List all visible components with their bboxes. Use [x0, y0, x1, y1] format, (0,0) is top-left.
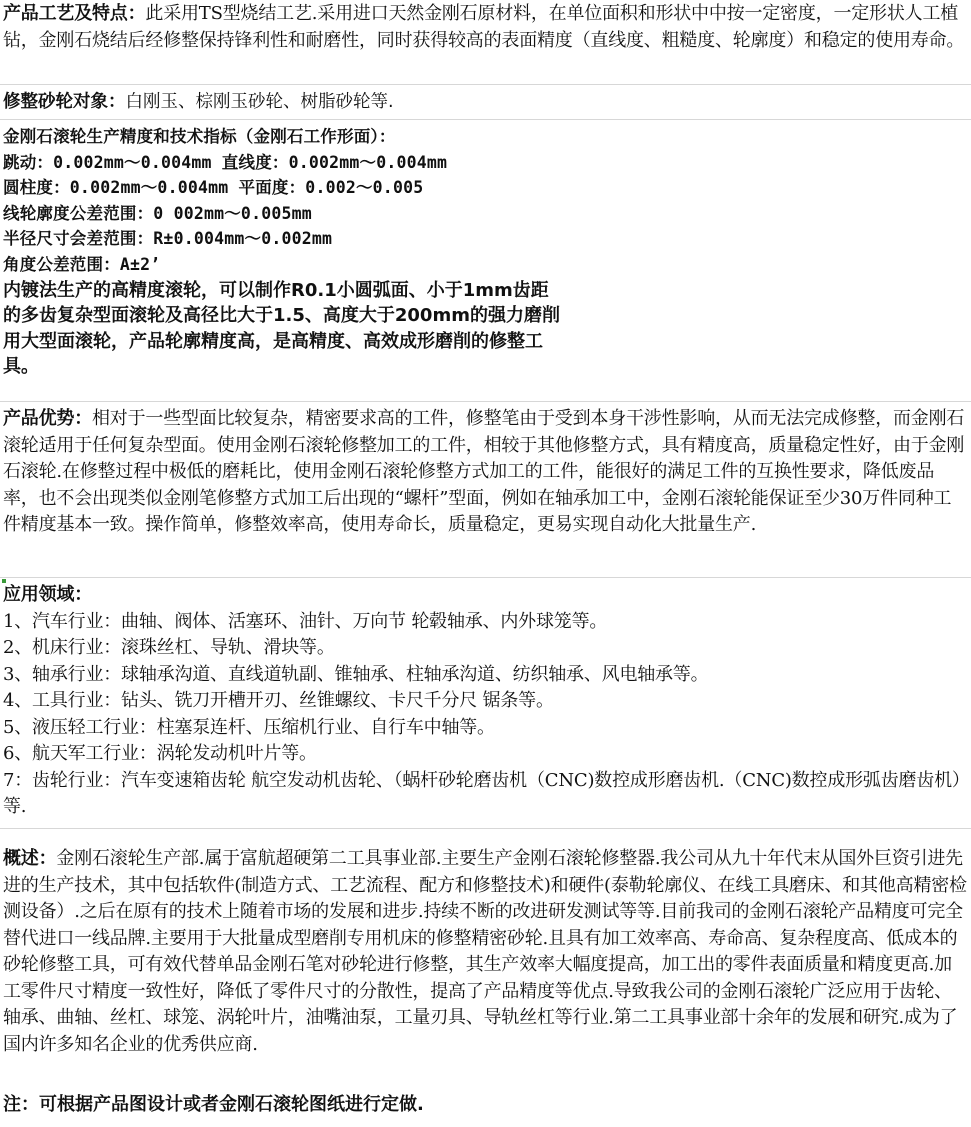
application-item: 4、工具行业：钻头、铣刀开槽开刃、丝锥螺纹、卡尺千分尺 锯条等。 [3, 690, 554, 711]
divider [0, 828, 971, 829]
divider [0, 119, 971, 120]
objects-paragraph [3, 89, 971, 115]
overview-paragraph [3, 846, 967, 1058]
overview-label: 概述： [3, 848, 57, 869]
spec-line-cylindricity: 圆柱度：0.002mm～0.004mm 平面度：0.002～0.005 [3, 178, 424, 198]
application-item: 5、液压轻工行业：柱塞泵连杆、压缩机行业、自行车中轴等。 [3, 716, 495, 738]
application-item: 1、汽车行业：曲轴、阀体、活塞环、油针、万向节 轮毂轴承、内外球笼等。 [3, 610, 608, 632]
spec-line-radius: 半径尺寸会差范围：R±0.004mm～0.002mm [3, 229, 333, 249]
divider [0, 401, 971, 402]
application-item: 3、轴承行业：球轴承沟道、直线道轨副、锥轴承、柱轴承沟道、纺织轴承、风电轴承等。 [3, 663, 709, 685]
features-paragraph [3, 1, 967, 54]
spec-line-runout: 跳动：0.002mm～0.004mm 直线度：0.002mm～0.004mm [3, 152, 448, 172]
application-item: 6、航天军工行业：涡轮发动机叶片等。 [3, 743, 317, 764]
custom-order-note: 注：可根据产品图设计或者金刚石滚轮图纸进行定做. [3, 1094, 424, 1115]
specs-paragraph: 内镀法生产的高精度滚轮，可以制作R0.1小圆弧面、小于1mm齿距的多齿复杂型面滚轮及高径比大于1.5、高度大于200mm的强力磨削用大型面滚轮，产品轮廓精度高，是高精度、高效成形磨削的修整工具。 [3, 279, 560, 378]
specs-heading: 金刚石滚轮生产精度和技术指标（金刚石工作形面）： [3, 127, 396, 146]
objects-text: 白刚玉、棕刚玉砂轮、树脂砂轮等. [125, 92, 394, 112]
advantages-section [0, 406, 971, 539]
specs-section [0, 124, 971, 380]
features-section [0, 1, 971, 54]
overview-text: 金刚石滚轮生产部.属于富航超硬第二工具事业部.主要生产金刚石滚轮修整器.我公司从九十年代末从国外巨资引进先进的生产技术，其中包括软件(制造方式、工艺流程、配方和修整技术)和硬件(泰勒轮廓仪、在线工具磨床、和其他高精密检测设备）.之后在原有的技术上随着市场的发展和进步.持续不断的改进研发测试等等.目前我司的金刚石滚轮产品精度可完全替代进口一线品牌.主要用于大批量成型磨削专用机床的修整精密砂轮.且具有加工效率高、寿命高、复杂程度高、低成本的砂轮修整工具，可有效代替单品金刚石笔对砂轮进行修整，其生产效率大幅度提高，加工出的零件表面质量和精度更高.加工零件尺寸精度一致性好，降低了零件尺寸的分散性，提高了产品精度等优点.导致我公司的金刚石滚轮广泛应用于齿轮、轴承、曲轴、丝杠、球笼、涡轮叶片，油嘴油泵，工量刃具、导轨丝杠等行业.第二工具事业部十余年的发展和研究.成为了国内许多知名企业的优秀供应商. [3, 848, 967, 1055]
applications-section [0, 582, 971, 821]
divider [0, 577, 971, 578]
application-item: 2、机床行业：滚珠丝杠、导轨、滑块等。 [3, 637, 335, 658]
objects-section [0, 89, 971, 115]
overview-section [0, 846, 971, 1058]
divider [0, 84, 971, 85]
objects-label: 修整砂轮对象： [3, 92, 126, 112]
advantages-paragraph [3, 406, 967, 539]
application-item: 7：齿轮行业：汽车变速箱齿轮 航空发动机齿轮、（蜗杆砂轮磨齿机（CNC)数控成形磨齿机.（CNC)数控成形弧齿磨齿机）等. [3, 769, 961, 817]
spec-line-profile: 线轮廓度公差范围：0 002mm～0.005mm [3, 203, 312, 223]
features-label: 产品工艺及特点： [3, 3, 146, 24]
applications-label: 应用领域： [3, 584, 92, 605]
features-text: 此采用TS型烧结工艺.采用进口天然金刚石原材料，在单位面积和形状中中按一定密度，一定形状人工植钻，金刚石烧结后经修整保持锋利性和耐磨性，同时获得较高的表面精度（直线度、粗糙度、轮廓度）和稳定的使用寿命。 [3, 3, 965, 51]
spec-line-angle: 角度公差范围：A±2’ [3, 254, 161, 274]
specs-list [0, 124, 971, 278]
advantages-label: 产品优势： [3, 408, 92, 429]
advantages-text: 相对于一些型面比较复杂，精密要求高的工件，修整笔由于受到本身干涉性影响，从而无法完成修整，而金刚石滚轮适用于任何复杂型面。使用金刚石滚轮修整加工的工件，相较于其他修整方式，具有精度高，质量稳定性好，由于金刚石滚轮.在修整过程中极低的磨耗比，使用金刚石滚轮修整方式加工的工件，能很好的满足工件的互换性要求，降低废品率，也不会出现类似金刚笔修整方式加工后出现的“螺杆”型面，例如在轴承加工中，金刚石滚轮能保证至少30万件同种工件精度基本一致。操作简单，修整效率高，使用寿命长，质量稳定，更易实现自动化大批量生产. [3, 408, 965, 535]
